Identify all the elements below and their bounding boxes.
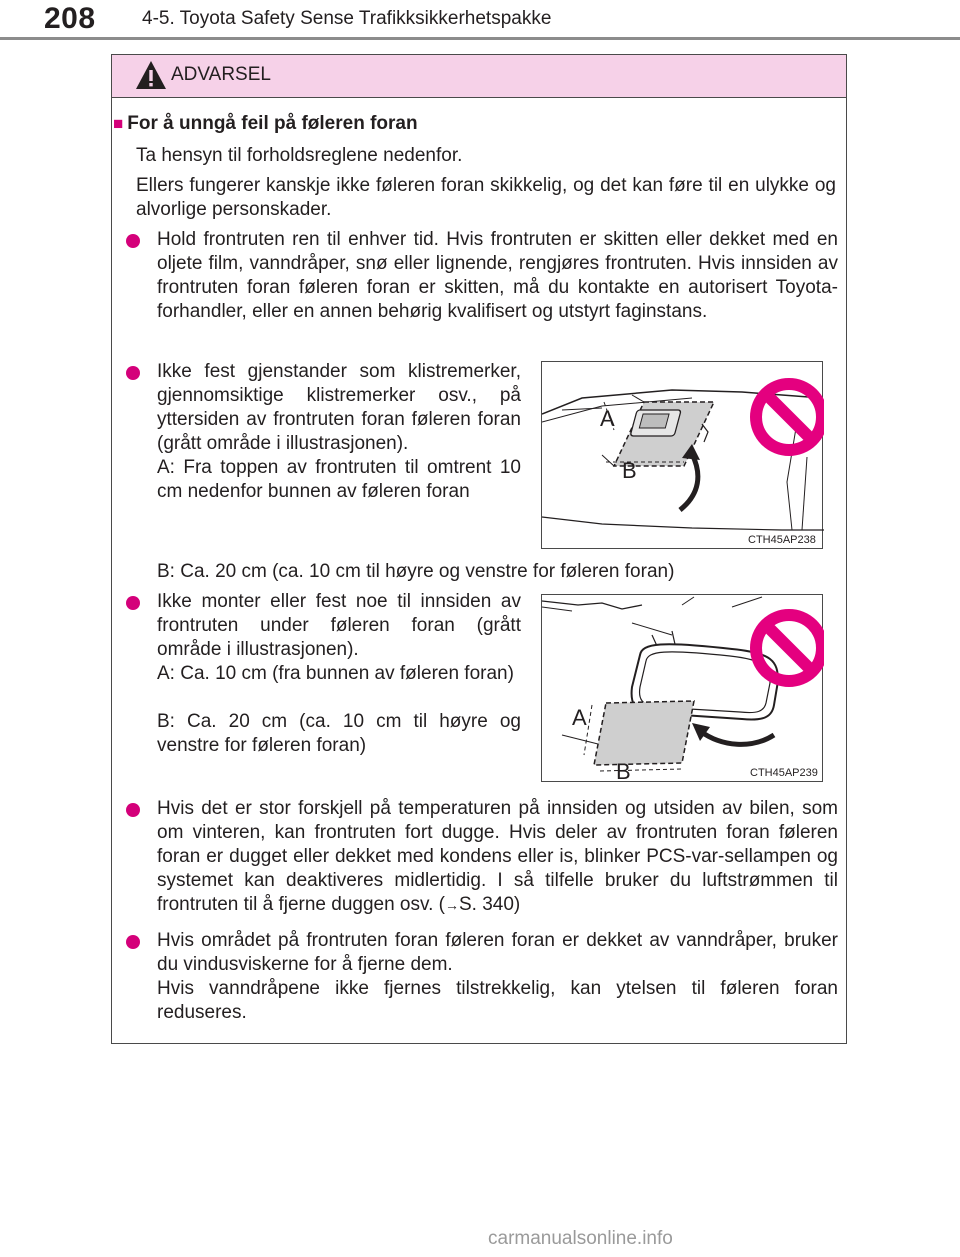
figure-label-a: A (600, 406, 615, 431)
bullet-1-text: Hold frontruten ren til enhver tid. Hvis frontruten er skitten eller dekket med en oljete film, vanndråper, snø eller lignende, rengjøres frontruten. Hvis innsiden av frontruten foran føleren foran er skitten, må du kontakte en autorisert Toyota-forhandler, eller en annen behørig kvalifisert og utstyrt faginstans. (157, 229, 838, 322)
footer-watermark: carmanualsonline.info (488, 1228, 673, 1249)
figure-code: CTH45AP238 (748, 534, 816, 546)
page-number: 208 (44, 2, 96, 35)
bullet-dot-icon (126, 234, 140, 248)
bullet-5-text-2: Hvis vanndråpene ikke fjernes tilstrekkelig, kan ytelsen til føleren foran reduseres. (157, 978, 838, 1023)
intro-paragraph-1: Ta hensyn til forholdsreglene nedenfor. (136, 145, 463, 166)
section-title (113, 113, 418, 135)
windshield-outside-illustration (542, 362, 824, 550)
section-title-text: For å unngå feil på føleren foran (127, 113, 418, 134)
bullet-dot-icon (126, 596, 140, 610)
bullet-dot-icon (126, 803, 140, 817)
bullet-2-note-b: B: Ca. 20 cm (ca. 10 cm til høyre og venstre for føleren foran) (157, 561, 675, 582)
page-header (0, 0, 960, 40)
figure-label-b: B (616, 759, 631, 784)
bullet-3-note-b: B: Ca. 20 cm (ca. 10 cm til høyre og venstre for føleren foran) (157, 711, 521, 756)
bullet-4-text (157, 797, 838, 917)
prohibition-icon (756, 615, 822, 681)
bullet-3-note-a: A: Ca. 10 cm (fra bunnen av føleren foran) (157, 663, 514, 684)
windshield-inside-illustration (542, 595, 824, 783)
bullet-5-text: Hvis området på frontruten foran føleren foran er dekket av vanndråper, bruker du vindusviskerne for å fjerne dem. (157, 930, 838, 975)
bullet-3-text: Ikke monter eller fest noe til innsiden av frontruten under føleren foran (grått område i illustrasjonen). (157, 591, 521, 660)
chapter-title: 4-5. Toyota Safety Sense Trafikksikkerhetspakke (142, 8, 552, 29)
header-divider (0, 37, 960, 40)
figure-inner-windshield (541, 594, 823, 782)
figure-label-b: B (622, 458, 637, 483)
figure-label-a: A (572, 705, 587, 730)
warning-triangle-icon (134, 59, 168, 91)
bullet-4-body: Hvis det er stor forskjell på temperaturen på innsiden og utsiden av bilen, som om vinteren, kan frontruten fort dugge. Hvis deler av frontruten foran føleren foran er dugget eller dekket med kondens eller is, blinker PCS-var-sellampen og systemet kan deaktiveres midlertidig. I så tilfelle bruker du luftstrømmen til frontruten til å fjerne duggen osv. ( (157, 798, 838, 915)
page-reference-link[interactable]: S. 340) (458, 894, 521, 915)
figure-code: CTH45AP239 (750, 767, 818, 779)
bullet-2-note-a: A: Fra toppen av frontruten til omtrent 10 cm nedenfor bunnen av føleren foran (157, 457, 521, 502)
bullet-2-text: Ikke fest gjenstander som klistremerker, gjennomsiktige klistremerker osv., på yttersiden av frontruten foran føleren foran (grått område i illustrasjonen). (157, 361, 521, 454)
prohibition-icon (756, 384, 822, 450)
bullet-dot-icon (126, 935, 140, 949)
figure-outer-windshield (541, 361, 823, 549)
warning-header (112, 55, 846, 98)
warning-label: ADVARSEL (171, 64, 271, 85)
intro-paragraph-2: Ellers fungerer kanskje ikke føleren foran skikkelig, og det kan føre til en ulykke og alvorlige personskader. (136, 175, 836, 220)
arrow-right-icon: → (444, 897, 459, 913)
bullet-dot-icon (126, 366, 140, 380)
square-bullet-icon: ■ (113, 114, 124, 133)
